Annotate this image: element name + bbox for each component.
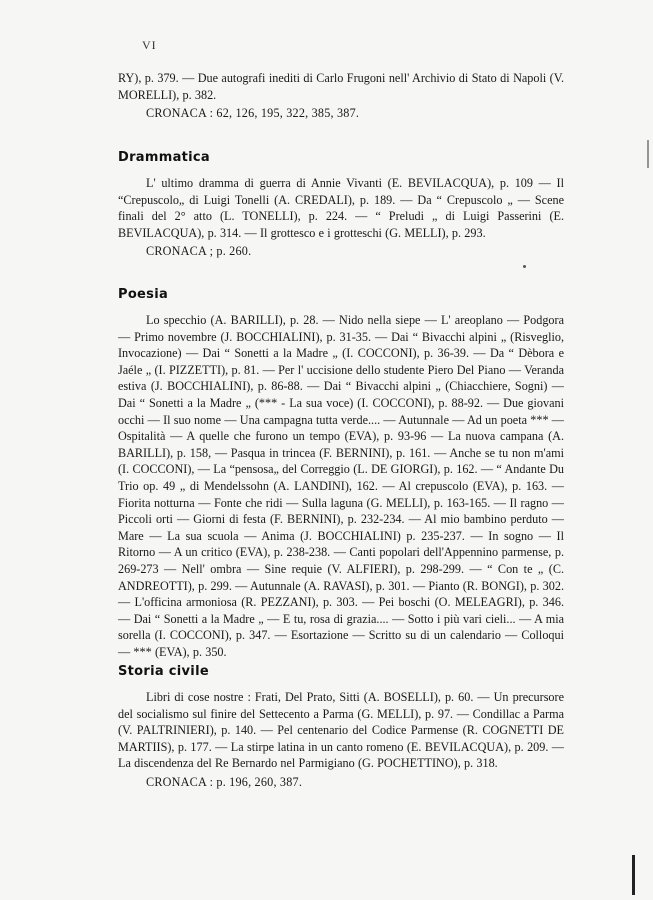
page-number: VI: [142, 38, 157, 52]
poesia-section: [118, 287, 564, 660]
scan-speck: [523, 265, 526, 268]
scan-margin-mark-bottom: [632, 855, 635, 895]
drammatica-heading: Drammatica: [118, 150, 210, 165]
intro-text: RY), p. 379. — Due autografi inediti di Carlo Frugoni nell' Archivio di Stato di Napoli (V. MORELLI), p. 382.: [118, 71, 564, 102]
storia-civile-cronaca: CRONACA : p. 196, 260, 387.: [146, 774, 303, 789]
drammatica-text: L' ultimo dramma di guerra di Annie Vivanti (E. BEVILACQUA), p. 109 — Il “Crepuscolo„ di Luigi Tonelli (A. CREDALI), p. 189. — Da “ Crepuscolo „ — Scene finali del 2° atto (L. TONELLI), p. 224. — “ Preludi „ di Luigi Passerini (E. BEVILACQUA), p. 314. — Il grottesco e i grotteschi (G. MELLI), p. 293.: [118, 176, 564, 240]
storia-civile-section: [118, 664, 564, 791]
drammatica-section: [118, 150, 564, 260]
poesia-text: Lo specchio (A. BARILLI), p. 28. — Nido nella siepe — L' areoplano — Podgora — Primo novembre (J. BOCCHIALINI), p. 31-35. — Dai “ Bivacchi alpini „ (Risveglio, Invocazione) — Dai “ Sonetti a la Madre „ (I. COCCONI), p. 36-39. — Da “ Dèbora e Jaéle „ (I. PIZZETTI), p. 81. — Per l' uccisione dello studente Piero Del Piano — Veranda estiva (J. BOCCHIALINI), p. 86-88. — Dai “ Bivacchi alpini „ (Chiacchiere, Sogni) — Dai “ Sonetti a la Madre „ (*** - La sua voce) (I. COCCONI), p. 88-92. — Due giovani occhi — Il suo nome — Una campagna tutta verde.... — Autunnale — Ad un poeta *** — Ospitalità — A quelle che furono un tempo (EVA), p. 93-96 — La nuova campana (A. BARILLI), p. 158, — Pasqua in trincea (F. BERNINI), p. 161. — Anche se tu non m'ami (I. COCCONI), — La “pensosa„ del Correggio (L. DE GIORGI), p. 162. — “ Andante Du Trio op. 49 „ di Mendelssohn (A. LANDINI), 162. — Al crepuscolo (EVA), p. 163. — Fiorita notturna — Fonte che ridi — Sulla laguna (G. MELLI), p. 163-165. — Il ragno — Piccoli orti — Giorni di festa (F. BERNINI), p. 232-234. — Al mio bambino perduto — Mare — La sua scuola — Anima (J. BOCCHIALINI) p. 235-237. — In sogno — Il Ritorno — A un critico (EVA), p. 238-238. — Canti popolari dell'Appennino parmense, p. 269-273 — Nell' ombra — Sine requie (V. ALFIERI), p. 298-299. — “ Con te „ (C. ANDREOTTI), p. 299. — Autunnale (A. RAVASI), p. 301. — Pianto (R. BONGI), p. 302. — L'officina armoniosa (R. PEZZANI), p. 303. — Pei boschi (O. MELEAGRI), p. 346. — Dai “ Sonetti a la Madre „ — E tu, rosa di grazia.... — Sotto i più vari cieli... — A mia sorella (I. COCCONI), p. 347. — Esortazione — Scritto su di un calendario — Colloqui — *** (EVA), p. 350.: [118, 313, 564, 659]
drammatica-cronaca: CRONACA ; p. 260.: [146, 244, 252, 259]
intro-cronaca: CRONACA : 62, 126, 195, 322, 385, 387.: [146, 106, 360, 121]
scan-margin-mark: [647, 140, 649, 168]
poesia-heading: Poesia: [118, 287, 169, 302]
storia-civile-heading: Storia civile: [118, 664, 209, 679]
storia-civile-text: Libri di cose nostre : Frati, Del Prato, Sitti (A. BOSELLI), p. 60. — Un precursore del socialismo sul finire del Settecento a Parma (G. MELLI), p. 97. — Condillac a Parma (V. PALTRINIERI), p. 140. — Pel centenario del Codice Parmense (R. COGNETTI DE MARTIIS), p. 177. — La stirpe latina in un canto romeno (E. BEVILACQUA), p. 209. — La discendenza del Re Bernardo nel Parmigiano (G. POCHETTINO), p. 318.: [118, 690, 564, 771]
intro-section: [118, 70, 564, 122]
